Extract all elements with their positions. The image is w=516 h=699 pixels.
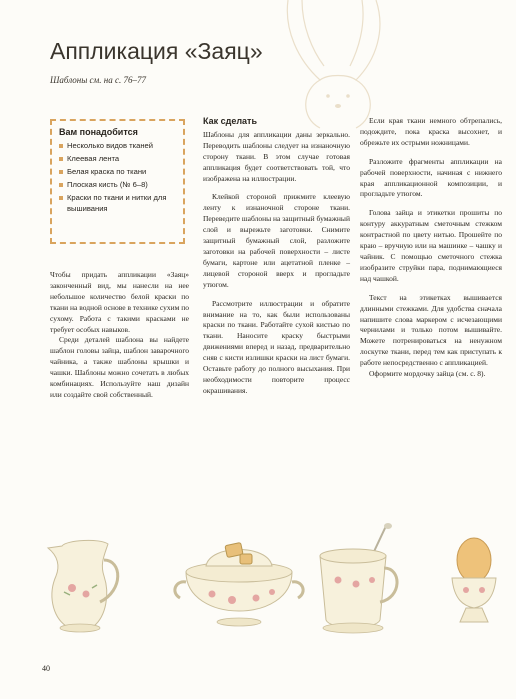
materials-item: Клеевая лента [59, 154, 176, 165]
intro-paragraph: Среди деталей шаблона вы найдете шаблон головы зайца, шаблон заварочного чайника, а также шаблоны крышки и чашки. Шаблоны можно сочетать в любых комбинациях. Используйте наш дизайн или создайте свой собственный. [50, 335, 189, 399]
intro-column [50, 270, 189, 401]
instructions-paragraph: Шаблоны для аппликации даны зеркально. Переводить шаблоны следует на изнаночную сторону ткани. В этом случае готовая аппликация будет соответствовать той, что изображена на иллюстрации. [203, 129, 350, 183]
continued-paragraph: Разложите фрагменты аппликации на рабочей поверхности, начиная с нижнего края аппликационной композиции, и прогладьте утюгом. [360, 156, 502, 199]
instructions-paragraph: Рассмотрите иллюстрации и обратите внимание на то, как были использованы краски по ткани. Работайте сухой кистью по ткани. Наносите краску быстрыми движениями вперед и назад, предварительно сняв с кисти излишки краски на лист бумаги. Оставьте работу до полного высыхания. При необходимости повторите процесс окрашивания. [203, 298, 350, 395]
materials-item: Краски по ткани и нитки для вышивания [59, 193, 176, 214]
bunny-outline-decoration [258, 0, 408, 130]
instructions-column [203, 116, 350, 397]
egg-cup-illustration [452, 538, 496, 622]
instructions-paragraph: Клейкой стороной прижмите клеевую ленту к изнаночной стороне ткани. Переведите шаблоны на защитный бумажный слой и вырежьте заготовки. Снимите защитный бумажный слой, разложите заготовки на рабочей поверхности – листе бумаги, картоне или ацетатной пленке – лицевой стороной вверх и прогладьте утюгом. [203, 192, 350, 289]
intro-paragraph: Чтобы придать аппликации «Заяц» законченный вид, мы нанесли на нее небольшое количество белой краски по ткани на водной основе в технике сухим по сухому. Работа с такими красками не требует особых навыков. [50, 270, 189, 334]
continued-paragraph: Оформите мордочку зайца (см. с. 8). [369, 369, 486, 379]
continued-paragraph: Текст на этикетках вышивается длинными стежками. Для удобства сначала напишите слова маркером с исчезающими чернилами и только потом вышивайте. Можете потренироваться на ненужном лоскутке ткани, перед тем как приступать к работе непосредственно с аппликацией. [360, 292, 502, 368]
continued-column [360, 116, 502, 380]
continued-paragraph: Голова зайца и этикетки прошиты по контуру аккуратным сметочным стежком контрастной по цвету нитью. Прошейте по краю – вручную или на машинке – чашку и чайник. С помощью сметочного стежка изобразите струйки пара, поднимающиеся над чашкой. [360, 208, 502, 283]
instructions-heading: Как сделать [203, 116, 257, 126]
continued-paragraph: Если края ткани немного обтрепались, подождите, пока краска высохнет, и обрежьте их острыми ножницами. [360, 116, 502, 147]
cup-illustration [320, 523, 397, 633]
materials-heading: Вам понадобится [59, 127, 138, 137]
page-number: 40 [42, 664, 50, 673]
templates-reference: Шаблоны см. на с. 76–77 [50, 75, 146, 85]
materials-item: Белая краска по ткани [59, 167, 176, 178]
page-title: Аппликация «Заяц» [50, 38, 263, 64]
materials-item: Несколько видов тканей [59, 141, 176, 152]
jug-illustration [48, 540, 118, 632]
materials-item: Плоская кисть (№ 6–8) [59, 180, 176, 191]
materials-box [50, 119, 185, 244]
sugar-bowl-illustration [175, 542, 303, 626]
materials-list [59, 141, 176, 214]
tea-set-illustration [0, 520, 516, 650]
